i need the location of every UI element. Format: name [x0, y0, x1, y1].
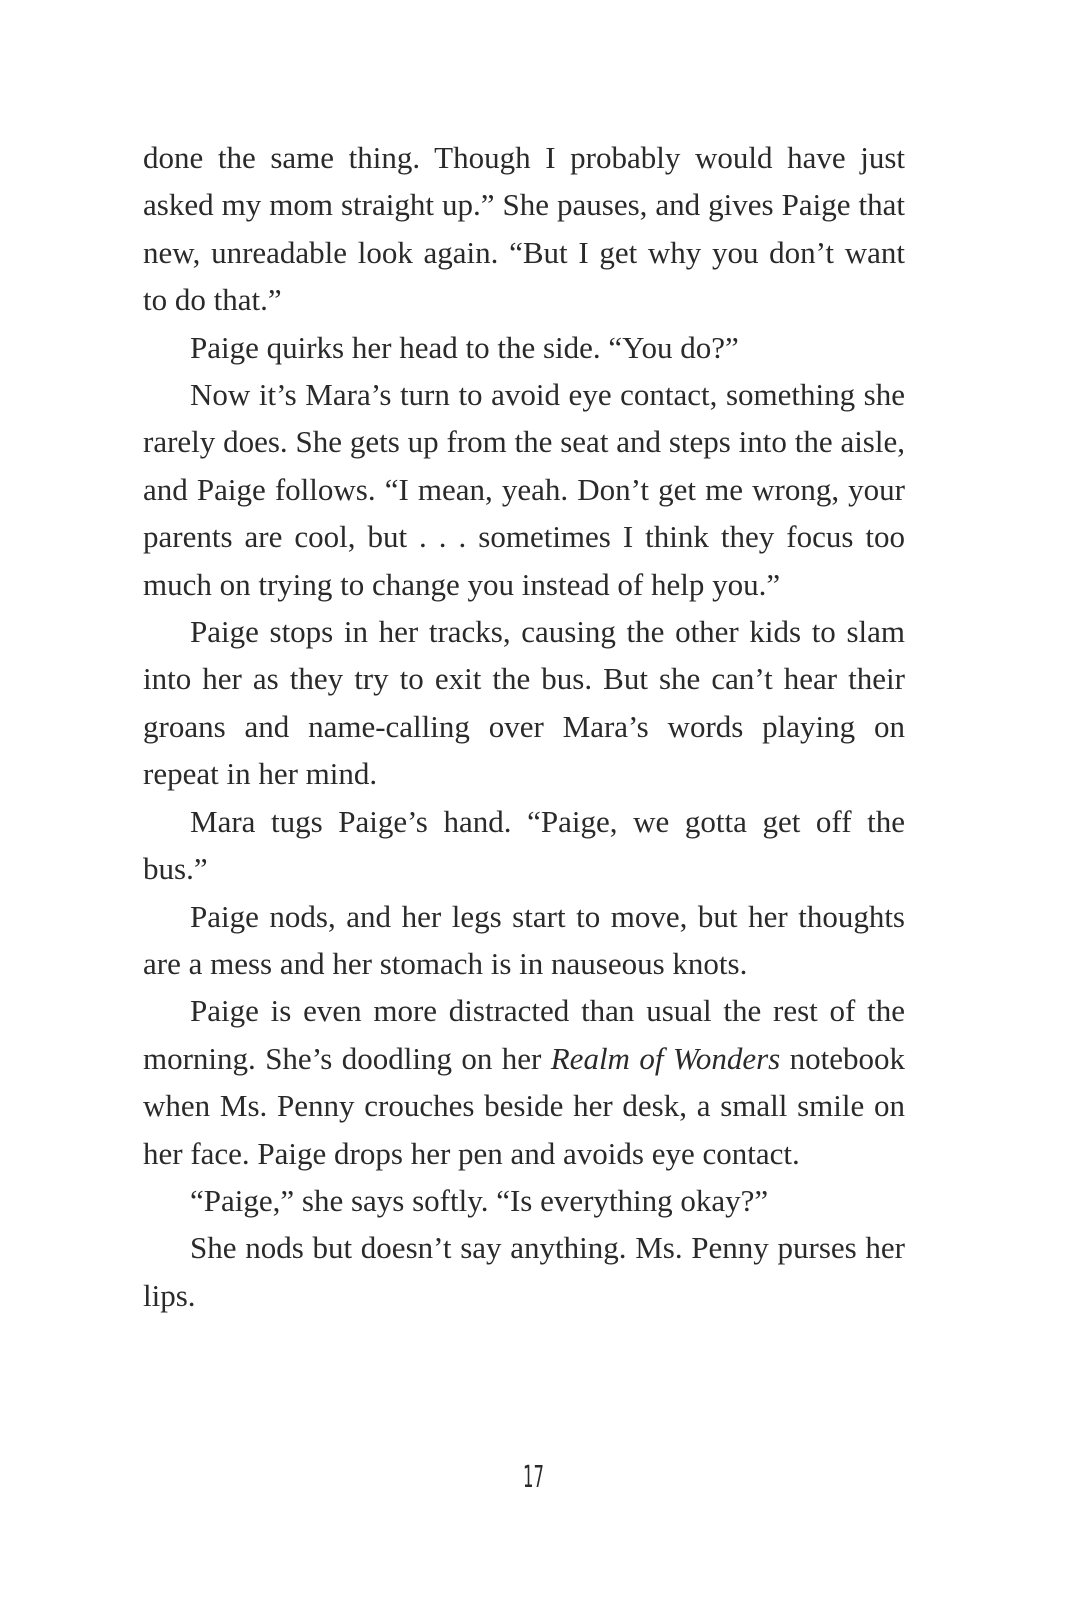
paragraph-4-text: Paige stops in her tracks, causing the other kids to slam into her as they try to exit the bus. But she can’t hear their groans and name-calling over Mara’s words playing on repeat in her mind.: [143, 614, 905, 792]
paragraph-8-text: “Paige,” she says softly. “Is everything okay?”: [190, 1182, 769, 1218]
paragraph-6: [143, 893, 905, 988]
paragraph-1: [143, 134, 905, 324]
body-text: [143, 134, 905, 1319]
paragraph-6-text: Paige nods, and her legs start to move, but her thoughts are a mess and her stomach is in nauseous knots.: [143, 898, 905, 981]
paragraph-7-text-end: notebook when Ms. Penny crouches beside her desk, a small smile on her face. Paige drops her pen and avoids eye contact.: [143, 1040, 905, 1171]
paragraph-5-text: Mara tugs Paige’s hand. “Paige, we gotta get off the bus.”: [143, 803, 905, 887]
paragraph-7-text-start: Paige is even more distracted than usual the rest of the morning. She’s doodling on her: [143, 993, 905, 1076]
paragraph-9: [143, 1224, 905, 1319]
paragraph-1-text: done the same thing. Though I probably would have just asked my mom straight up.” She pauses, and gives Paige that new, unreadable look again. “But I get why you don’t want to do that.”: [143, 140, 905, 318]
paragraph-7: [143, 987, 905, 1177]
paragraph-2: [143, 324, 905, 371]
paragraph-2-text: Paige quirks her head to the side. “You do?”: [190, 329, 739, 365]
paragraph-3-text: Now it’s Mara’s turn to avoid eye contact, something she rarely does. She gets up from the seat and steps into the aisle, and Paige follows. “I mean, yeah. Don’t get me wrong, your parents are cool, but . . . sometimes I think they focus too much on trying to change you instead of help you.”: [143, 377, 905, 602]
page-number: 17: [522, 1460, 545, 1495]
paragraph-9-text: She nods but doesn’t say anything. Ms. Penny purses her lips.: [143, 1230, 905, 1313]
paragraph-5: [143, 798, 905, 893]
book-title-italic: Realm of Wonders: [550, 1040, 781, 1076]
paragraph-8: [143, 1177, 905, 1224]
paragraph-3: [143, 371, 905, 608]
paragraph-4: [143, 608, 905, 798]
